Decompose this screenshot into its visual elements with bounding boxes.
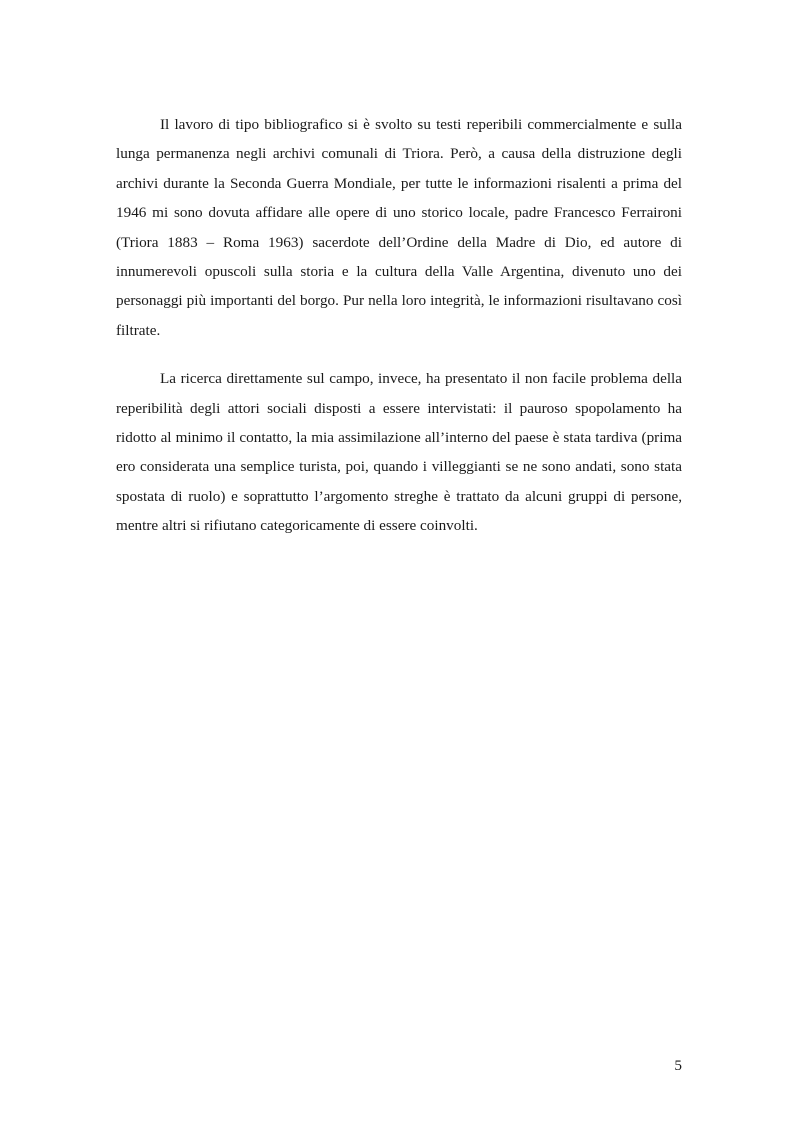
body-text — [116, 110, 682, 560]
paragraph-field-research: La ricerca direttamente sul campo, invece, ha presentato il non facile problema della reperibilità degli attori sociali disposti a essere intervistati: il pauroso spopolamento ha ridotto al minimo il contatto, la mia assimilazione all’interno del paese è stata tardiva (prima ero considerata una semplice turista, poi, quando i villeggianti se ne sono andati, sono stata spostata di ruolo) e soprattutto l’argomento streghe è trattato da alcuni gruppi di persone, mentre altri si rifiutano categoricamente di essere coinvolti. — [116, 370, 682, 535]
page-number: 5 — [674, 1057, 682, 1074]
paragraph-bibliographic-research: Il lavoro di tipo bibliografico si è svolto su testi reperibili commercialmente e sulla lunga permanenza negli archivi comunali di Triora. Però, a causa della distruzione degli archivi durante la Seconda Guerra Mondiale, per tutte le informazioni risalenti a prima del 1946 mi sono dovuta affidare alle opere di uno storico locale, padre Francesco Ferraironi (Triora 1883 – Roma 1963) sacerdote dell’Ordine della Madre di Dio, ed autore di innumerevoli opuscoli sulla storia e la cultura della Valle Argentina, divenuto uno dei personaggi più importanti del borgo. Pur nella loro integrità, le informazioni risultavano così filtrate. — [116, 116, 682, 339]
